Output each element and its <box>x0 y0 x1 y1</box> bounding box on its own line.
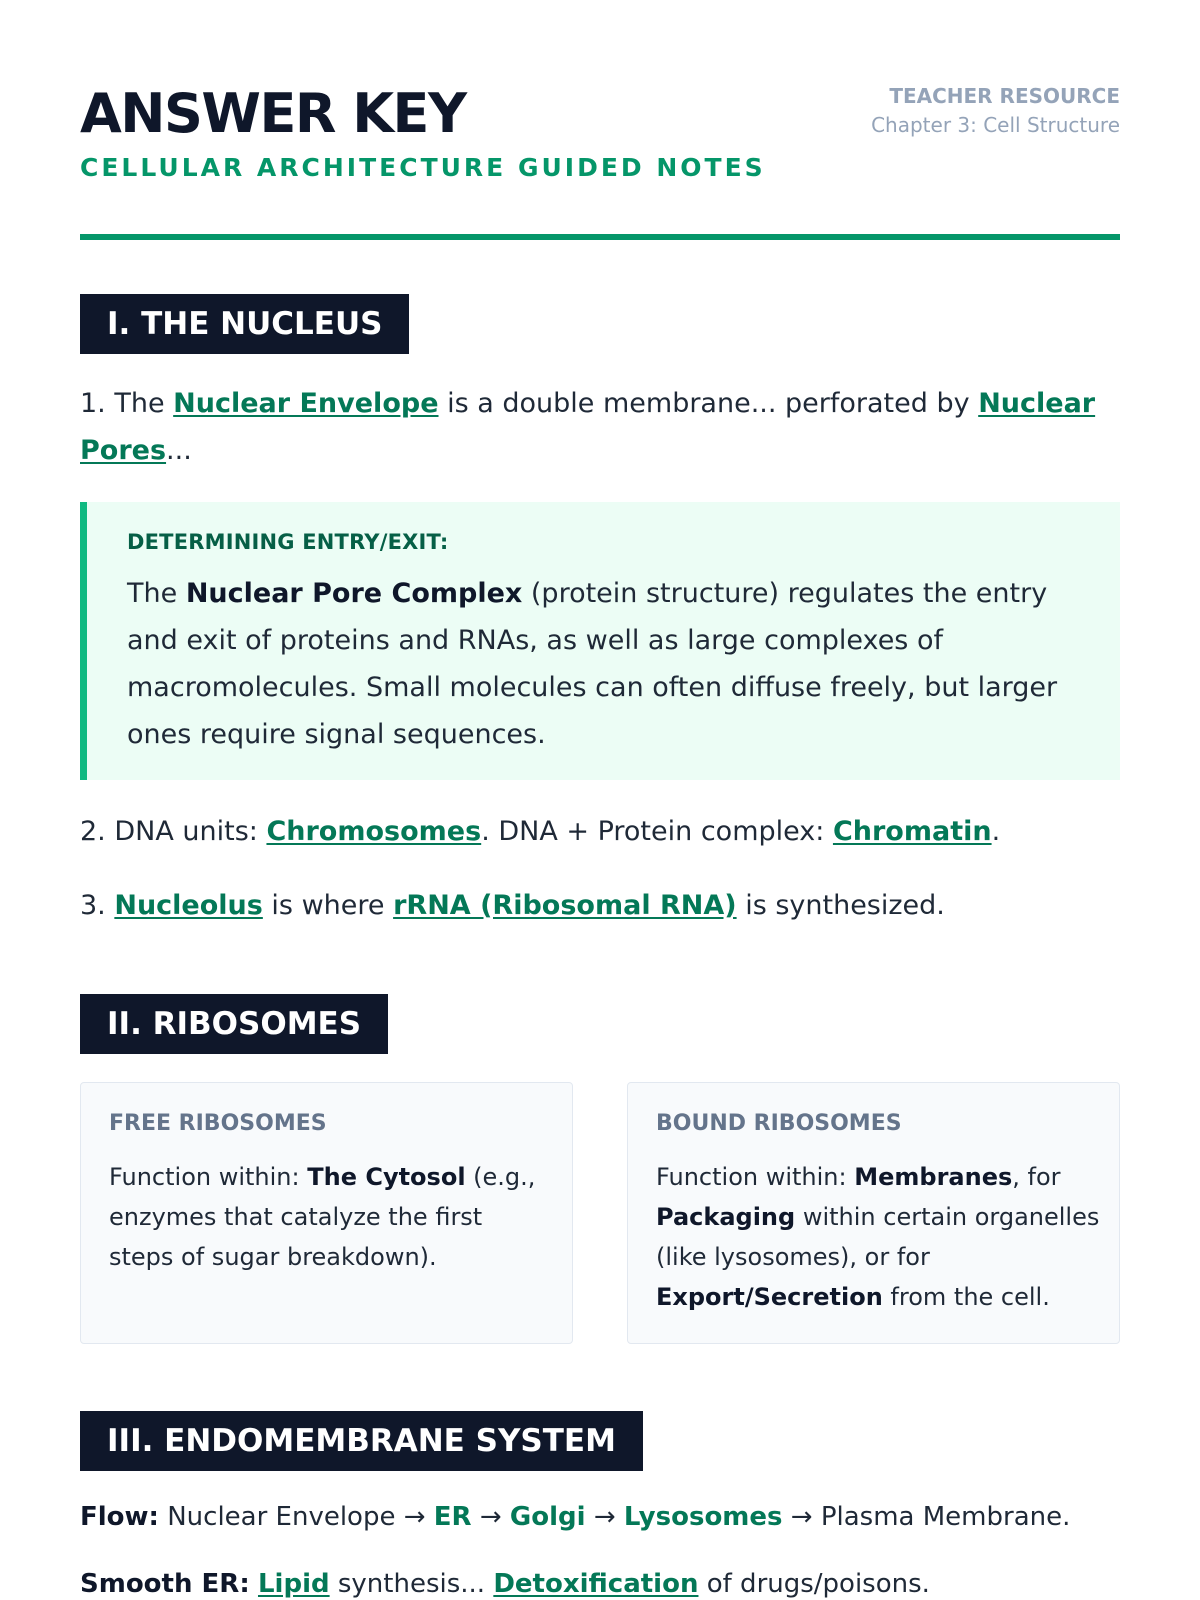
section-heading-nucleus: I. THE NUCLEUS <box>80 294 409 354</box>
section-heading-ribosomes: II. RIBOSOMES <box>80 994 388 1054</box>
answer-chromosomes: Chromosomes <box>266 816 482 847</box>
item-text: is synthesized. <box>736 890 945 921</box>
flow-step-golgi: Golgi <box>509 1502 586 1532</box>
nucleus-item-3 <box>80 882 1120 929</box>
callout-text-post: (protein structure) regulates the entry and exit of proteins and RNAs, as well as large complexes of macromolecules. Small molecules can often diffuse freely, but larger ones require signal sequences. <box>127 578 1058 750</box>
card-label: BOUND RIBOSOMES <box>656 1111 902 1136</box>
flow-step-lysosomes: Lysosomes <box>623 1502 783 1532</box>
item-text: ... <box>166 435 192 466</box>
flow-step-er: ER <box>433 1502 472 1532</box>
item-text: synthesis... <box>329 1569 494 1599</box>
callout-text-pre: The <box>127 578 186 609</box>
item-text: is a double membrane... perforated by <box>438 388 979 419</box>
card-text-pre: Function within: <box>109 1163 308 1191</box>
card-free-ribosomes <box>80 1082 573 1344</box>
card-text <box>109 1157 554 1277</box>
answer-nuclear-envelope: Nuclear Envelope <box>173 388 439 419</box>
card-bold-term: The Cytosol <box>307 1163 466 1191</box>
flow-text: Plasma Membrane. <box>812 1502 1071 1532</box>
item-text: 2. DNA units: <box>80 816 267 847</box>
nucleus-item-2 <box>80 808 1120 855</box>
card-bound-ribosomes <box>627 1082 1120 1344</box>
answer-nuclear-pores: Nuclear Pores <box>80 388 1096 466</box>
flow-line <box>80 1494 1120 1541</box>
arrow-icon: → <box>593 1502 616 1532</box>
header-divider <box>80 234 1120 240</box>
chapter-label: Chapter 3: Cell Structure <box>871 113 1120 137</box>
card-text <box>656 1157 1101 1317</box>
flow-label: Flow: <box>80 1502 159 1532</box>
page-subtitle: CELLULAR ARCHITECTURE GUIDED NOTES <box>80 153 766 182</box>
page-title: ANSWER KEY <box>80 82 466 145</box>
card-bold-term: Export/Secretion <box>656 1283 883 1311</box>
answer-rrna: rRNA (Ribosomal RNA) <box>393 890 737 921</box>
callout-entry-exit <box>80 502 1120 780</box>
card-text-mid: , for <box>1012 1163 1061 1191</box>
resource-label: TEACHER RESOURCE <box>889 84 1120 108</box>
card-label: FREE RIBOSOMES <box>109 1111 327 1136</box>
nucleus-item-1 <box>80 380 1120 474</box>
item-text: . <box>991 816 1001 847</box>
callout-text <box>127 570 1087 758</box>
answer-detoxification: Detoxification <box>493 1569 699 1599</box>
card-bold-term: Packaging <box>656 1203 796 1231</box>
card-text-pre: Function within: <box>656 1163 855 1191</box>
card-text-post: from the cell. <box>882 1283 1050 1311</box>
resource-info <box>871 82 1120 140</box>
section-heading-endomembrane: III. ENDOMEMBRANE SYSTEM <box>80 1411 643 1471</box>
smooth-er-label: Smooth ER: <box>80 1569 250 1599</box>
answer-nucleolus: Nucleolus <box>114 890 263 921</box>
callout-label: DETERMINING ENTRY/EXIT: <box>127 530 449 554</box>
item-text: of drugs/poisons. <box>698 1569 930 1599</box>
card-text-mid: within certain organelles (like lysosomes), or for <box>656 1203 1100 1271</box>
arrow-icon: → <box>790 1502 813 1532</box>
item-text: . DNA + Protein complex: <box>481 816 833 847</box>
callout-bold-term: Nuclear Pore Complex <box>185 578 523 609</box>
page-header <box>80 82 1120 242</box>
item-text: 1. The <box>80 388 174 419</box>
item-text: 3. <box>80 890 115 921</box>
flow-text: Nuclear Envelope <box>158 1502 404 1532</box>
arrow-icon: → <box>403 1502 426 1532</box>
answer-lipid: Lipid <box>257 1569 330 1599</box>
item-text: is where <box>262 890 394 921</box>
arrow-icon: → <box>479 1502 502 1532</box>
card-text-post: (e.g., enzymes that catalyze the first steps of sugar breakdown). <box>109 1163 536 1271</box>
answer-chromatin: Chromatin <box>832 816 992 847</box>
smooth-er-line <box>80 1561 1120 1600</box>
card-bold-term: Membranes <box>854 1163 1013 1191</box>
